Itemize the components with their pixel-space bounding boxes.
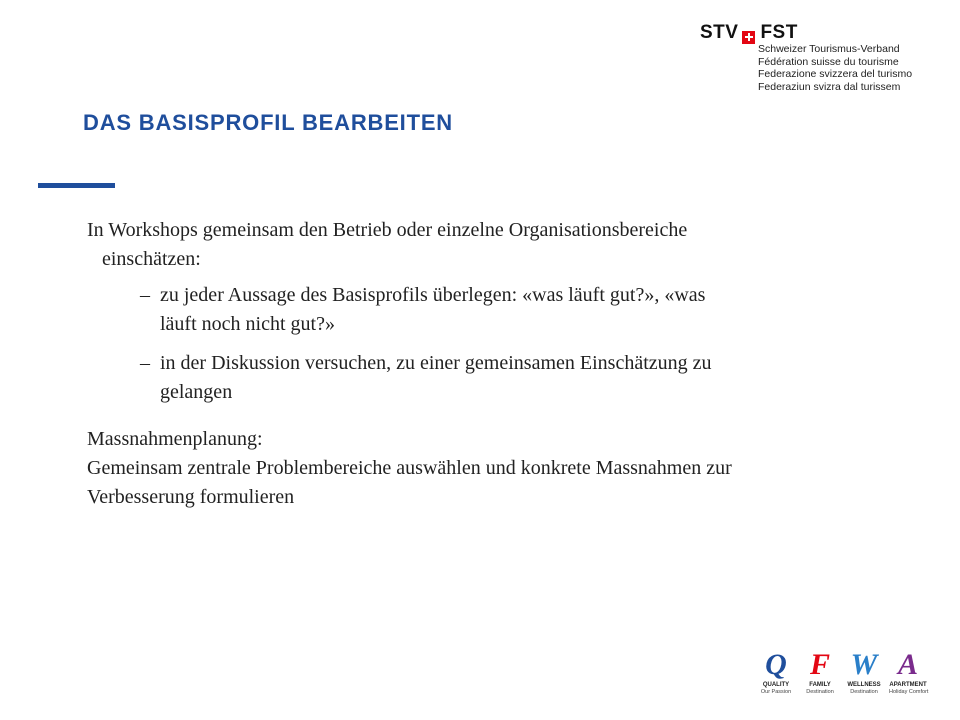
brand-name: WELLNESS bbox=[847, 682, 881, 688]
intro-text: In Workshops gemeinsam den Betrieb oder einzelne Organisationsbereiche einschätzen: bbox=[87, 219, 688, 270]
slide-body bbox=[87, 216, 747, 512]
bullet-list bbox=[87, 281, 747, 407]
logo-line-it: Federazione svizzera del turismo bbox=[758, 68, 913, 80]
brand-quality bbox=[757, 648, 795, 696]
bullet-item bbox=[87, 281, 747, 339]
brand-family bbox=[801, 648, 839, 696]
brand-name: FAMILY bbox=[809, 682, 831, 688]
bullet-item bbox=[87, 349, 747, 407]
bullet-text: zu jeder Aussage des Basisprofils überlegen: «was läuft gut?», «was läuft noch nicht gut?» bbox=[160, 284, 706, 335]
page-title: DAS BASISPROFIL BEARBEITEN bbox=[83, 110, 453, 135]
family-logo-icon: F bbox=[809, 648, 830, 681]
brand-apartment bbox=[889, 648, 927, 696]
logo-line-de: Schweizer Tourismus-Verband bbox=[758, 43, 900, 55]
brand-subtitle: Destination bbox=[806, 689, 834, 695]
logo-subtitle bbox=[758, 43, 912, 93]
wellness-logo-icon: W bbox=[850, 648, 878, 681]
title-accent-bar bbox=[38, 183, 115, 188]
dash-icon: – bbox=[140, 352, 150, 374]
logo-line-fr: Fédération suisse du tourisme bbox=[758, 55, 899, 68]
section-heading: Massnahmenplanung: bbox=[87, 428, 263, 450]
brand-subtitle: Our Passion bbox=[760, 689, 792, 695]
bullet-text: in der Diskussion versuchen, zu einer gemeinsamen Einschätzung zu gelangen bbox=[160, 352, 712, 403]
section-paragraph: Gemeinsam zentrale Problembereiche auswählen und konkrete Massnahmen zur Verbesserung formulieren bbox=[87, 457, 732, 508]
brand-wellness bbox=[845, 648, 883, 696]
brand-subtitle: Holiday Comfort bbox=[889, 689, 929, 695]
quality-logo-icon: Q bbox=[765, 648, 787, 681]
brand-subtitle: Destination bbox=[850, 689, 878, 695]
apartment-logo-icon: A bbox=[897, 648, 918, 681]
logo-wordmark bbox=[700, 22, 798, 44]
stv-fst-logo bbox=[700, 22, 920, 92]
logo-fst: FST bbox=[760, 22, 798, 43]
swiss-cross-icon bbox=[742, 31, 755, 44]
logo-line-rm: Federaziun svizra dal turissem bbox=[758, 80, 901, 93]
brand-labels bbox=[757, 648, 927, 696]
brand-name: QUALITY bbox=[762, 682, 790, 688]
logo-stv: STV bbox=[700, 22, 739, 43]
dash-icon: – bbox=[140, 284, 150, 306]
brand-name: APARTMENT bbox=[889, 682, 927, 688]
